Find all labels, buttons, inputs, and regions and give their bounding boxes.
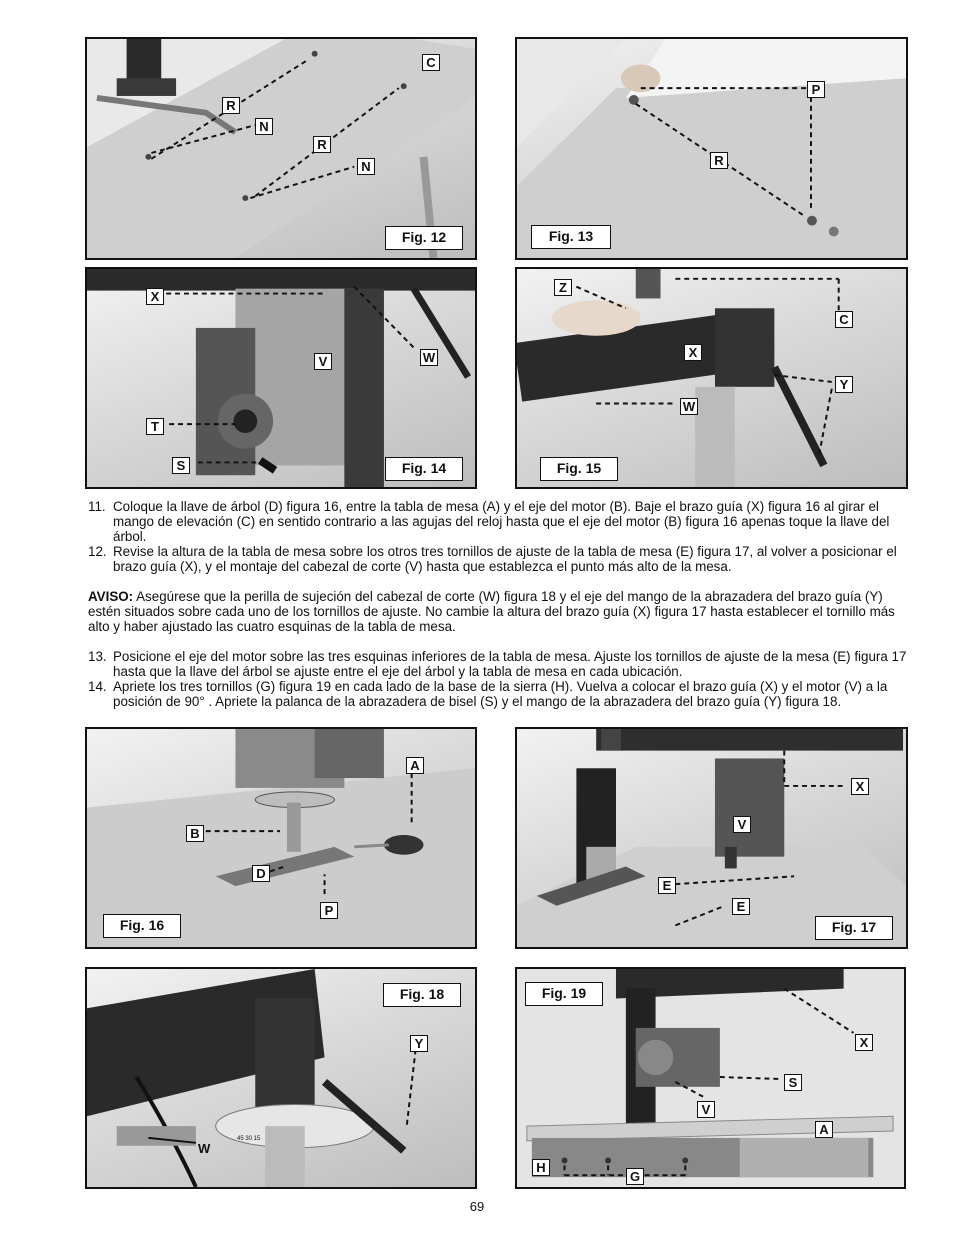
figure-16 — [85, 727, 477, 949]
label-v: V — [697, 1101, 715, 1118]
label-s: S — [784, 1074, 802, 1091]
label-z: Z — [554, 279, 572, 296]
step-12-number: 12. — [88, 544, 107, 559]
label-y: Y — [410, 1035, 428, 1052]
label-r-2: R — [313, 136, 331, 153]
label-y: Y — [835, 376, 853, 393]
aviso-text: Asegúrese que la perilla de sujeción del cabezal de corte (W) figura 18 y el eje del mango de la abrazadera del brazo guía (Y) estén situados sobre cada uno de los tornillos de ajuste. No cambie la altura del brazo guía (X) figura 17 hasta establecer el tornillo más alto y haber ajustado las cuatro esquinas de la tabla de mesa. — [88, 589, 895, 634]
step-13-text: Posicione el eje del motor sobre las tres esquinas inferiores de la tabla de mesa. Ajuste los tornillos de ajuste de la mesa (E) figura 17 hasta que la llave del árbol se ajuste entre el eje del árbol y la tabla de mesa en cada ubicación. — [113, 649, 907, 679]
figure-12 — [85, 37, 477, 260]
figure-13 — [515, 37, 908, 260]
label-e-2: E — [732, 898, 750, 915]
aviso-paragraph — [88, 589, 914, 634]
label-b: B — [186, 825, 204, 842]
label-x: X — [851, 778, 869, 795]
label-h: H — [532, 1159, 550, 1176]
step-12-text: Revise la altura de la tabla de mesa sobre los otros tres tornillos de ajuste de la tabla de mesa (E) figura 17, al volver a posicionar el brazo guía (X), y el montaje del cabezal de corte (V) hasta que establezca el punto más alto de la mesa. — [113, 544, 897, 574]
figure-17 — [515, 727, 908, 949]
label-g: G — [626, 1168, 644, 1185]
label-w: W — [198, 1141, 211, 1156]
figure-18 — [85, 967, 477, 1189]
label-v: V — [314, 353, 332, 370]
figure-14 — [85, 267, 477, 489]
label-e: E — [658, 877, 676, 894]
label-n-2: N — [357, 158, 375, 175]
label-x: X — [855, 1034, 873, 1051]
label-c: C — [835, 311, 853, 328]
step-14-number: 14. — [88, 679, 107, 694]
step-11-text: Coloque la llave de árbol (D) figura 16, entre la tabla de mesa (A) y el eje del motor (B). Baje el brazo guía (X) figura 16 al girar el mango de elevación (C) en sentido contrario a las agujas del reloj hasta que el eje del motor (B) figura 16 apenas toque la llave del árbol. — [113, 499, 890, 544]
step-11 — [88, 499, 914, 544]
figure-15-caption: Fig. 15 — [540, 457, 618, 481]
figure-14-caption: Fig. 14 — [385, 457, 463, 481]
label-p: P — [807, 81, 825, 98]
step-12 — [88, 544, 914, 574]
figure-17-caption: Fig. 17 — [815, 916, 893, 940]
label-a: A — [815, 1121, 833, 1138]
label-r: R — [222, 97, 240, 114]
step-14 — [88, 679, 914, 709]
instructions — [88, 499, 914, 709]
figure-19 — [515, 967, 906, 1189]
figure-12-caption: Fig. 12 — [385, 226, 463, 250]
step-13 — [88, 649, 914, 679]
step-11-number: 11. — [88, 499, 106, 514]
label-d: D — [252, 865, 270, 882]
spacer — [88, 574, 914, 589]
label-x: X — [146, 288, 164, 305]
aviso-label: AVISO: — [88, 589, 134, 604]
step-13-number: 13. — [88, 649, 107, 664]
label-t: T — [146, 418, 164, 435]
label-n: N — [255, 118, 273, 135]
step-14-text: Apriete los tres tornillos (G) figura 19 en cada lado de la base de la sierra (H). Vuelva a colocar el brazo guía (X) y el motor (V) a la posición de 90° . Apriete la palanca de la abrazadera de bisel (S) y el mango de la abrazadera del brazo guía (Y) figura 18. — [113, 679, 888, 709]
figure-16-caption: Fig. 16 — [103, 914, 181, 938]
label-c: C — [422, 54, 440, 71]
figure-19-caption: Fig. 19 — [525, 982, 603, 1006]
label-s: S — [172, 457, 190, 474]
figure-18-caption: Fig. 18 — [383, 983, 461, 1007]
figure-17-illustration — [517, 729, 906, 947]
label-a: A — [406, 757, 424, 774]
label-r: R — [710, 152, 728, 169]
bevel-scale-numbers: 45 30 15 — [237, 1136, 261, 1142]
label-v: V — [733, 816, 751, 833]
figure-15 — [515, 267, 908, 489]
page-number: 69 — [469, 1199, 485, 1214]
spacer-2 — [88, 634, 914, 649]
label-w: W — [420, 349, 438, 366]
figure-13-caption: Fig. 13 — [531, 225, 611, 249]
label-p: P — [320, 902, 338, 919]
label-x: X — [684, 344, 702, 361]
label-w: W — [680, 398, 698, 415]
